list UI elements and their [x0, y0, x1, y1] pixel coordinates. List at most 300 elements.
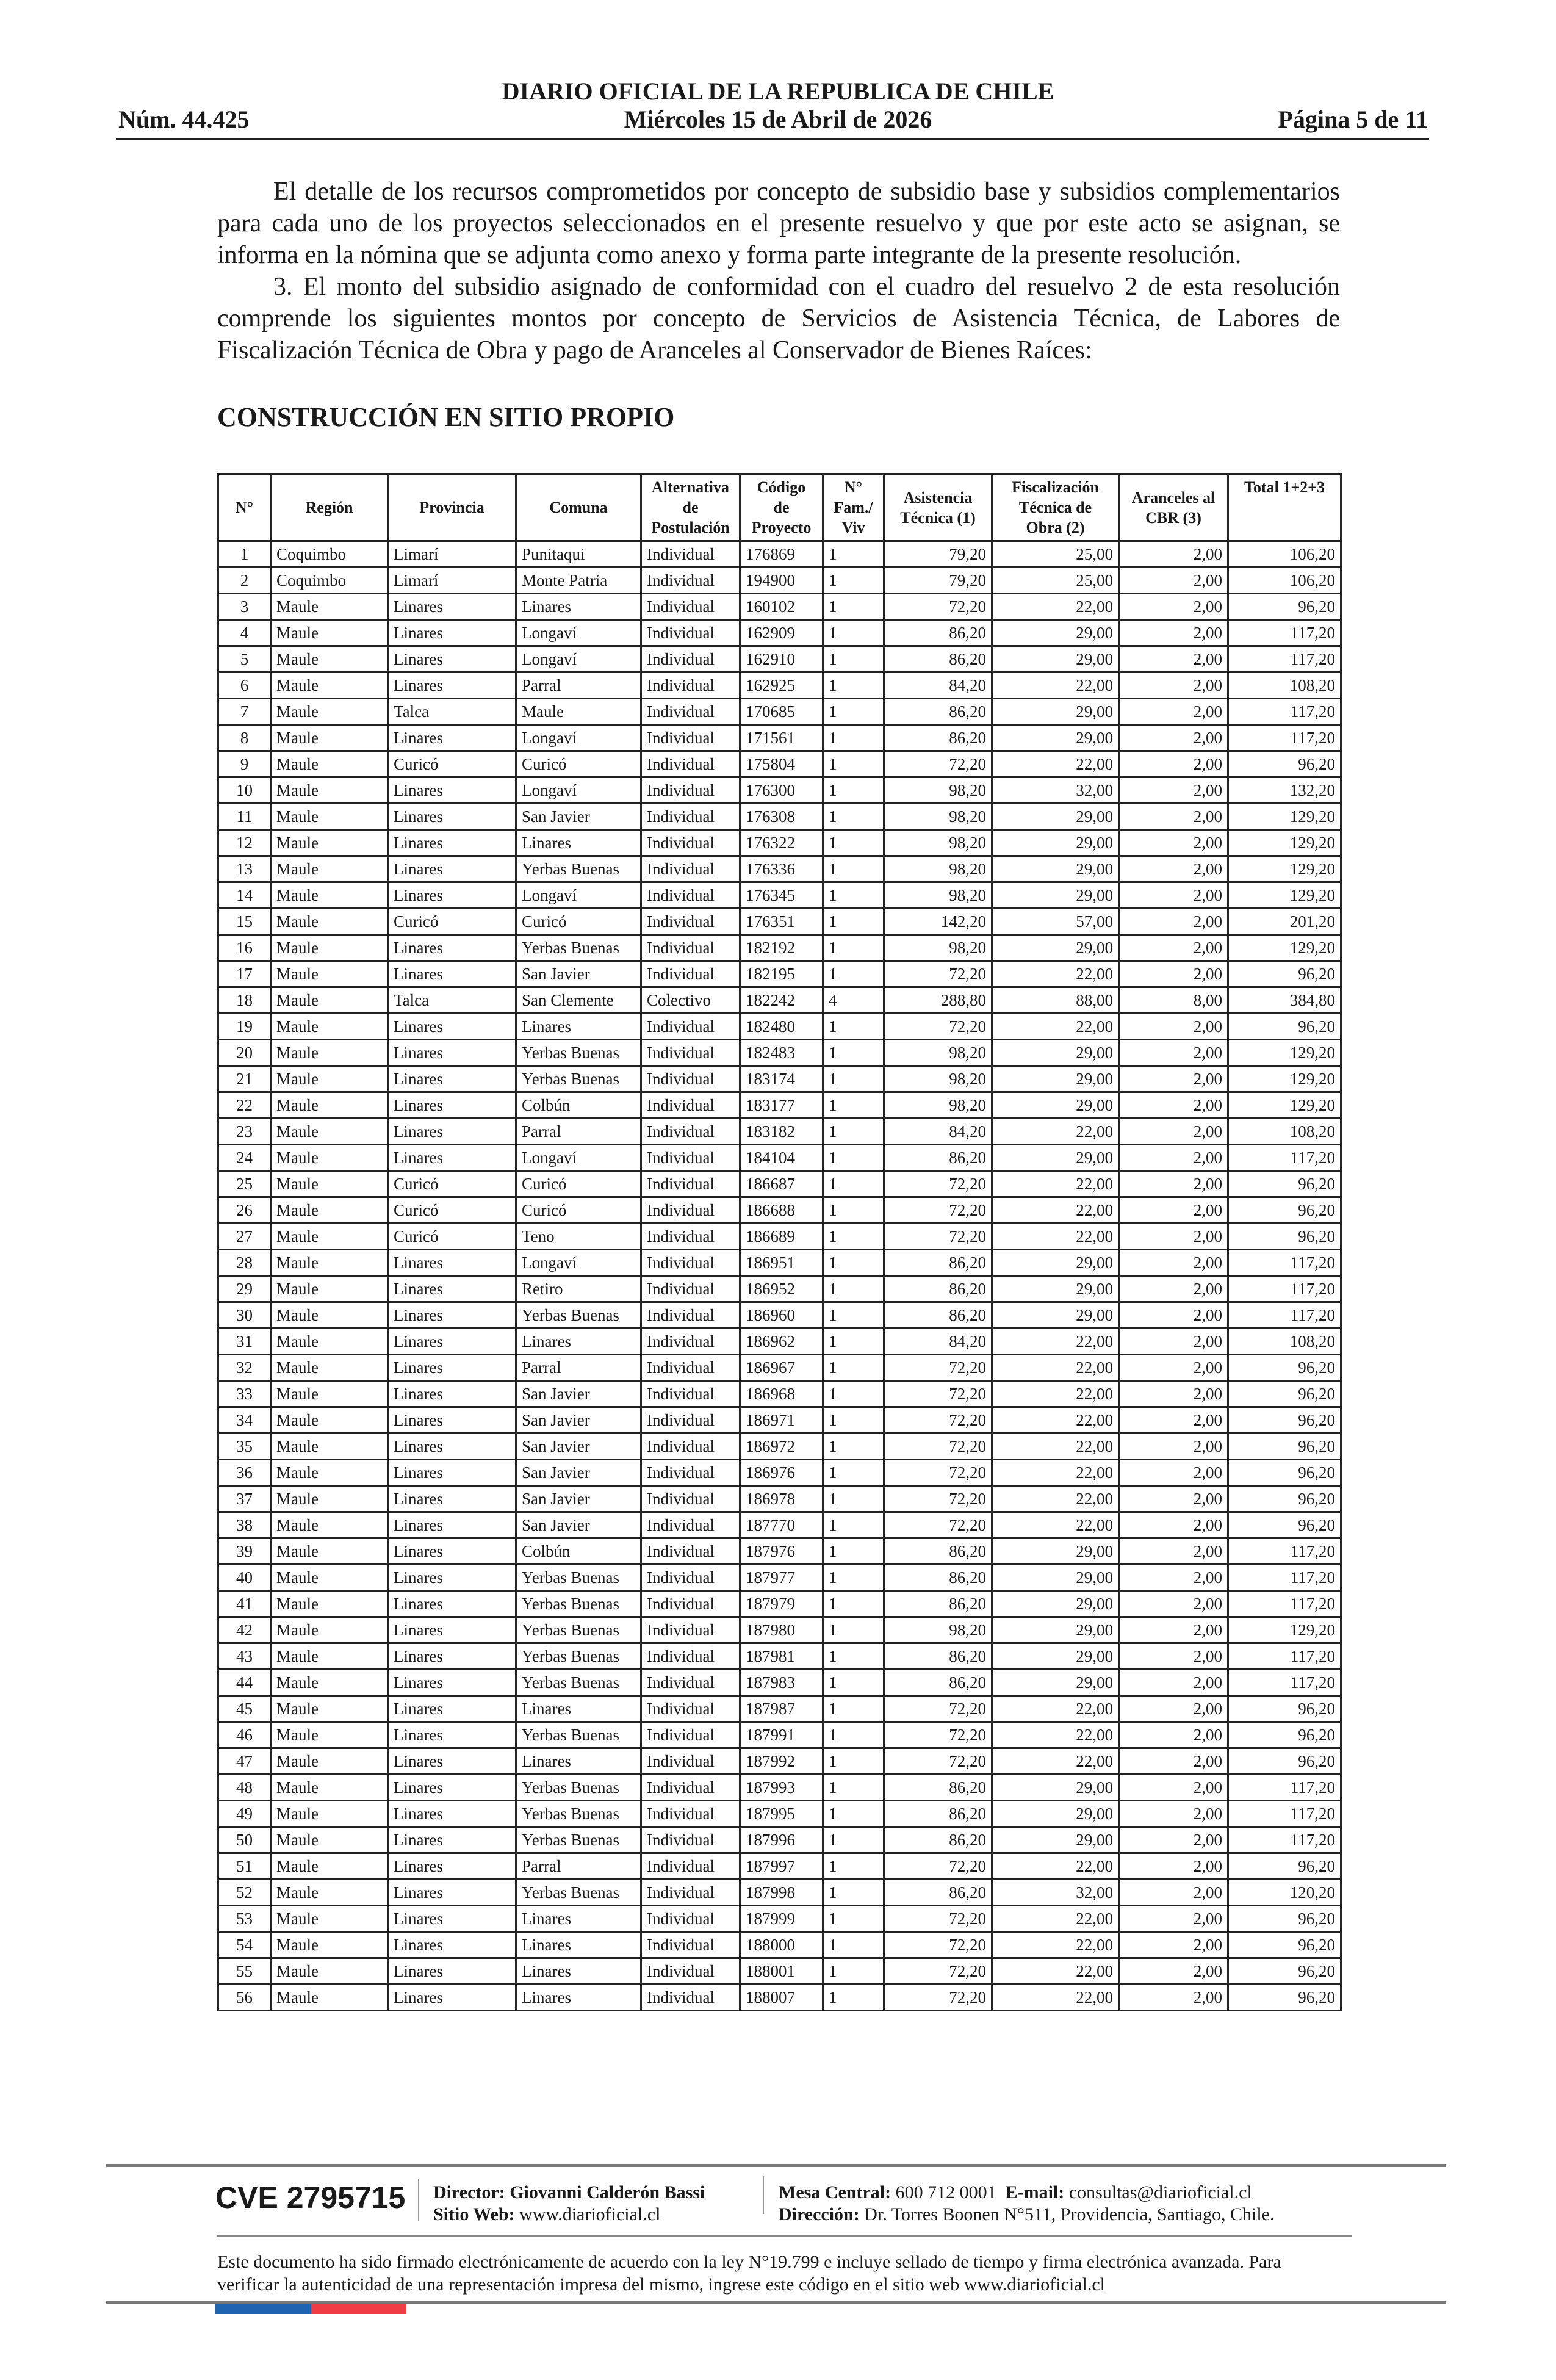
cell-fiscalizacion: 57,00 [992, 909, 1119, 935]
cell-total: 96,20 [1228, 1407, 1341, 1433]
cell-alternativa: Individual [641, 1460, 740, 1486]
cell-asistencia-tecnica: 98,20 [884, 804, 992, 830]
cell-asistencia-tecnica: 98,20 [884, 1617, 992, 1643]
cell-codigo: 187996 [740, 1827, 823, 1853]
cell-region: Maule [271, 1302, 388, 1329]
table-row [218, 1171, 1341, 1197]
cell-asistencia-tecnica: 98,20 [884, 1040, 992, 1066]
cell-aranceles-cbr: 2,00 [1119, 646, 1228, 673]
cell-alternativa: Individual [641, 1381, 740, 1407]
cell-codigo: 194900 [740, 568, 823, 594]
table-row [218, 987, 1341, 1014]
table-row [218, 1302, 1341, 1329]
cell-fiscalizacion: 29,00 [992, 830, 1119, 856]
cell-comuna: Yerbas Buenas [516, 1302, 641, 1329]
table-row [218, 699, 1341, 725]
cell-alternativa: Individual [641, 909, 740, 935]
column-header-aranceles-cbr: Aranceles al CBR (3) [1119, 474, 1228, 541]
cell-comuna: San Clemente [516, 987, 641, 1014]
cell-alternativa: Individual [641, 568, 740, 594]
cell-asistencia-tecnica: 86,20 [884, 1880, 992, 1906]
cell-no: 45 [218, 1696, 271, 1722]
website-link[interactable]: www.diarioficial.cl [519, 2204, 661, 2224]
cell-alternativa: Individual [641, 1722, 740, 1748]
cell-fam-viv: 1 [823, 1066, 884, 1092]
cell-total: 129,20 [1228, 830, 1341, 856]
cell-fam-viv: 1 [823, 699, 884, 725]
table-row [218, 1565, 1341, 1591]
cell-alternativa: Individual [641, 1171, 740, 1197]
cell-codigo: 182242 [740, 987, 823, 1014]
cell-no: 36 [218, 1460, 271, 1486]
cell-asistencia-tecnica: 72,20 [884, 1381, 992, 1407]
cell-total: 108,20 [1228, 1119, 1341, 1145]
cell-region: Maule [271, 1853, 388, 1880]
cell-fiscalizacion: 22,00 [992, 594, 1119, 620]
cell-aranceles-cbr: 2,00 [1119, 1197, 1228, 1224]
cell-fiscalizacion: 22,00 [992, 1433, 1119, 1460]
cell-fiscalizacion: 29,00 [992, 1591, 1119, 1617]
cell-codigo: 186976 [740, 1460, 823, 1486]
cell-provincia: Linares [388, 777, 516, 804]
table-row [218, 1276, 1341, 1302]
cell-no: 53 [218, 1906, 271, 1932]
cell-codigo: 186968 [740, 1381, 823, 1407]
cell-aranceles-cbr: 2,00 [1119, 1433, 1228, 1460]
cell-asistencia-tecnica: 72,20 [884, 1014, 992, 1040]
cell-region: Maule [271, 1985, 388, 2011]
projects-table [217, 473, 1342, 2011]
cell-region: Maule [271, 1880, 388, 1906]
cell-codigo: 188007 [740, 1985, 823, 2011]
cell-fiscalizacion: 29,00 [992, 699, 1119, 725]
cell-alternativa: Individual [641, 1092, 740, 1119]
cell-aranceles-cbr: 2,00 [1119, 594, 1228, 620]
cell-region: Maule [271, 1066, 388, 1092]
cell-no: 54 [218, 1932, 271, 1958]
cell-region: Maule [271, 1014, 388, 1040]
cell-alternativa: Individual [641, 1486, 740, 1512]
cell-comuna: Maule [516, 699, 641, 725]
cell-codigo: 160102 [740, 594, 823, 620]
table-row [218, 882, 1341, 909]
cell-fiscalizacion: 29,00 [992, 646, 1119, 673]
cell-region: Maule [271, 1276, 388, 1302]
cell-fam-viv: 4 [823, 987, 884, 1014]
cell-codigo: 176300 [740, 777, 823, 804]
cell-fiscalizacion: 29,00 [992, 856, 1119, 882]
cell-aranceles-cbr: 2,00 [1119, 1224, 1228, 1250]
cell-fiscalizacion: 22,00 [992, 1985, 1119, 2011]
cell-fiscalizacion: 29,00 [992, 882, 1119, 909]
table-row [218, 1197, 1341, 1224]
cell-alternativa: Individual [641, 1775, 740, 1801]
cell-alternativa: Individual [641, 751, 740, 777]
cell-region: Maule [271, 1171, 388, 1197]
cell-provincia: Linares [388, 1722, 516, 1748]
footer-divider-bottom [106, 2301, 1446, 2304]
cell-provincia: Curicó [388, 1171, 516, 1197]
cell-comuna: Yerbas Buenas [516, 1643, 641, 1670]
cell-comuna: Linares [516, 1748, 641, 1775]
cell-provincia: Linares [388, 1119, 516, 1145]
cell-alternativa: Individual [641, 1958, 740, 1985]
cell-total: 117,20 [1228, 1565, 1341, 1591]
cell-codigo: 187991 [740, 1722, 823, 1748]
cell-comuna: Retiro [516, 1276, 641, 1302]
cell-comuna: Yerbas Buenas [516, 1880, 641, 1906]
cell-total: 96,20 [1228, 1906, 1341, 1932]
cell-fiscalizacion: 29,00 [992, 1827, 1119, 1853]
cell-asistencia-tecnica: 98,20 [884, 1092, 992, 1119]
cell-region: Maule [271, 1119, 388, 1145]
table-row [218, 1145, 1341, 1171]
cell-comuna: Longaví [516, 725, 641, 751]
cell-total: 96,20 [1228, 1932, 1341, 1958]
cell-comuna: Longaví [516, 620, 641, 646]
cell-comuna: Yerbas Buenas [516, 1040, 641, 1066]
cell-codigo: 182483 [740, 1040, 823, 1066]
cell-fiscalizacion: 22,00 [992, 1696, 1119, 1722]
cell-provincia: Linares [388, 804, 516, 830]
cell-total: 96,20 [1228, 594, 1341, 620]
cell-fam-viv: 1 [823, 541, 884, 568]
cell-codigo: 183177 [740, 1092, 823, 1119]
cell-aranceles-cbr: 2,00 [1119, 751, 1228, 777]
cell-asistencia-tecnica: 86,20 [884, 1670, 992, 1696]
cell-provincia: Curicó [388, 751, 516, 777]
cell-asistencia-tecnica: 72,20 [884, 751, 992, 777]
cell-fam-viv: 1 [823, 1853, 884, 1880]
cell-aranceles-cbr: 2,00 [1119, 1696, 1228, 1722]
email-link[interactable]: consultas@diarioficial.cl [1068, 2182, 1252, 2202]
cell-region: Maule [271, 1145, 388, 1171]
cell-alternativa: Individual [641, 1985, 740, 2011]
cell-total: 129,20 [1228, 804, 1341, 830]
table-row [218, 1880, 1341, 1906]
cell-alternativa: Individual [641, 856, 740, 882]
cell-total: 201,20 [1228, 909, 1341, 935]
table-row [218, 541, 1341, 568]
cell-comuna: Linares [516, 1696, 641, 1722]
table-row [218, 1407, 1341, 1433]
cell-fiscalizacion: 29,00 [992, 1302, 1119, 1329]
cell-comuna: Linares [516, 1014, 641, 1040]
cell-aranceles-cbr: 2,00 [1119, 1827, 1228, 1853]
cell-comuna: Monte Patria [516, 568, 641, 594]
cell-codigo: 187770 [740, 1512, 823, 1538]
cell-region: Maule [271, 1460, 388, 1486]
cell-no: 28 [218, 1250, 271, 1276]
cell-provincia: Linares [388, 1276, 516, 1302]
cell-provincia: Linares [388, 1932, 516, 1958]
cell-region: Maule [271, 909, 388, 935]
cell-no: 31 [218, 1329, 271, 1355]
cell-fam-viv: 1 [823, 1092, 884, 1119]
cell-comuna: Yerbas Buenas [516, 935, 641, 961]
cell-aranceles-cbr: 2,00 [1119, 1853, 1228, 1880]
cell-fam-viv: 1 [823, 1985, 884, 2011]
cell-fam-viv: 1 [823, 1696, 884, 1722]
cell-codigo: 175804 [740, 751, 823, 777]
cell-total: 129,20 [1228, 882, 1341, 909]
cell-comuna: Linares [516, 1932, 641, 1958]
table-row [218, 1748, 1341, 1775]
cell-aranceles-cbr: 2,00 [1119, 1985, 1228, 2011]
cell-aranceles-cbr: 2,00 [1119, 1460, 1228, 1486]
cell-fiscalizacion: 22,00 [992, 1407, 1119, 1433]
cell-alternativa: Individual [641, 1827, 740, 1853]
cell-region: Maule [271, 1407, 388, 1433]
cell-comuna: San Javier [516, 1512, 641, 1538]
cell-aranceles-cbr: 2,00 [1119, 804, 1228, 830]
cell-alternativa: Individual [641, 1119, 740, 1145]
cell-no: 50 [218, 1827, 271, 1853]
cell-comuna: Yerbas Buenas [516, 856, 641, 882]
table-row [218, 1381, 1341, 1407]
cell-fiscalizacion: 29,00 [992, 1670, 1119, 1696]
cell-provincia: Linares [388, 1092, 516, 1119]
cell-total: 96,20 [1228, 751, 1341, 777]
cell-fam-viv: 1 [823, 751, 884, 777]
cell-no: 44 [218, 1670, 271, 1696]
cell-fam-viv: 1 [823, 909, 884, 935]
table-row [218, 1801, 1341, 1827]
cell-alternativa: Colectivo [641, 987, 740, 1014]
cell-comuna: San Javier [516, 1433, 641, 1460]
cell-provincia: Linares [388, 1775, 516, 1801]
cell-fiscalizacion: 22,00 [992, 1512, 1119, 1538]
cell-no: 7 [218, 699, 271, 725]
cell-total: 117,20 [1228, 1643, 1341, 1670]
cell-asistencia-tecnica: 142,20 [884, 909, 992, 935]
cell-codigo: 186978 [740, 1486, 823, 1512]
footer-divider-top [106, 2164, 1446, 2167]
cell-region: Maule [271, 1906, 388, 1932]
cell-comuna: Colbún [516, 1538, 641, 1565]
cell-provincia: Linares [388, 1302, 516, 1329]
cell-aranceles-cbr: 2,00 [1119, 961, 1228, 987]
cell-no: 11 [218, 804, 271, 830]
cell-alternativa: Individual [641, 1617, 740, 1643]
cell-asistencia-tecnica: 72,20 [884, 1460, 992, 1486]
cell-alternativa: Individual [641, 1040, 740, 1066]
cell-no: 38 [218, 1512, 271, 1538]
footer-separator [418, 2179, 419, 2221]
cell-fiscalizacion: 22,00 [992, 1722, 1119, 1748]
cell-total: 96,20 [1228, 1433, 1341, 1460]
email-label: E-mail: [1005, 2182, 1065, 2202]
cell-region: Maule [271, 1538, 388, 1565]
table-row [218, 1092, 1341, 1119]
table-row [218, 1066, 1341, 1092]
cell-provincia: Curicó [388, 1224, 516, 1250]
cell-comuna: Curicó [516, 909, 641, 935]
cell-alternativa: Individual [641, 1355, 740, 1381]
cell-fam-viv: 1 [823, 1302, 884, 1329]
cell-fiscalizacion: 22,00 [992, 1014, 1119, 1040]
table-row [218, 1932, 1341, 1958]
cell-total: 96,20 [1228, 1722, 1341, 1748]
cell-region: Coquimbo [271, 568, 388, 594]
table-row [218, 673, 1341, 699]
cell-no: 49 [218, 1801, 271, 1827]
cell-fam-viv: 1 [823, 882, 884, 909]
cell-fiscalizacion: 29,00 [992, 1276, 1119, 1302]
cell-comuna: Linares [516, 830, 641, 856]
cell-comuna: Yerbas Buenas [516, 1617, 641, 1643]
cell-aranceles-cbr: 2,00 [1119, 1722, 1228, 1748]
cell-total: 96,20 [1228, 1748, 1341, 1775]
cell-comuna: Yerbas Buenas [516, 1827, 641, 1853]
cell-fiscalizacion: 22,00 [992, 1932, 1119, 1958]
cell-no: 35 [218, 1433, 271, 1460]
cell-no: 25 [218, 1171, 271, 1197]
cell-alternativa: Individual [641, 1250, 740, 1276]
cell-region: Maule [271, 1565, 388, 1591]
cell-no: 55 [218, 1958, 271, 1985]
cell-provincia: Linares [388, 1355, 516, 1381]
cell-aranceles-cbr: 2,00 [1119, 1775, 1228, 1801]
cell-total: 117,20 [1228, 646, 1341, 673]
cell-alternativa: Individual [641, 1407, 740, 1433]
cell-alternativa: Individual [641, 1538, 740, 1565]
cell-region: Maule [271, 1355, 388, 1381]
cell-fiscalizacion: 22,00 [992, 1853, 1119, 1880]
cell-fam-viv: 1 [823, 1040, 884, 1066]
cell-aranceles-cbr: 2,00 [1119, 777, 1228, 804]
cve-code: CVE 2795715 [215, 2180, 406, 2215]
cell-comuna: Yerbas Buenas [516, 1775, 641, 1801]
cell-fiscalizacion: 22,00 [992, 1906, 1119, 1932]
cell-no: 3 [218, 594, 271, 620]
cell-total: 129,20 [1228, 1040, 1341, 1066]
cell-no: 52 [218, 1880, 271, 1906]
cell-comuna: Yerbas Buenas [516, 1565, 641, 1591]
cell-no: 46 [218, 1722, 271, 1748]
cell-no: 18 [218, 987, 271, 1014]
cell-total: 129,20 [1228, 1617, 1341, 1643]
cell-alternativa: Individual [641, 1433, 740, 1460]
cell-aranceles-cbr: 2,00 [1119, 1958, 1228, 1985]
cell-aranceles-cbr: 2,00 [1119, 673, 1228, 699]
column-header-region: Región [271, 474, 388, 541]
cell-provincia: Linares [388, 1958, 516, 1985]
cell-no: 37 [218, 1486, 271, 1512]
cell-asistencia-tecnica: 72,20 [884, 1853, 992, 1880]
cell-fiscalizacion: 22,00 [992, 1224, 1119, 1250]
cell-fiscalizacion: 29,00 [992, 1092, 1119, 1119]
cell-region: Maule [271, 856, 388, 882]
cell-provincia: Linares [388, 620, 516, 646]
cell-aranceles-cbr: 2,00 [1119, 1171, 1228, 1197]
cell-provincia: Linares [388, 1643, 516, 1670]
cell-fam-viv: 1 [823, 1486, 884, 1512]
cell-aranceles-cbr: 2,00 [1119, 1355, 1228, 1381]
cell-provincia: Limarí [388, 568, 516, 594]
cell-provincia: Linares [388, 673, 516, 699]
cell-fam-viv: 1 [823, 1775, 884, 1801]
cell-codigo: 170685 [740, 699, 823, 725]
cell-alternativa: Individual [641, 1066, 740, 1092]
cell-codigo: 162909 [740, 620, 823, 646]
cell-fam-viv: 1 [823, 1250, 884, 1276]
table-row [218, 1617, 1341, 1643]
cell-fam-viv: 1 [823, 1801, 884, 1827]
cell-no: 22 [218, 1092, 271, 1119]
cell-fiscalizacion: 29,00 [992, 1775, 1119, 1801]
cell-alternativa: Individual [641, 1643, 740, 1670]
cell-fam-viv: 1 [823, 1748, 884, 1775]
cell-no: 24 [218, 1145, 271, 1171]
cell-total: 117,20 [1228, 1145, 1341, 1171]
cell-region: Maule [271, 1722, 388, 1748]
cell-fam-viv: 1 [823, 1171, 884, 1197]
cell-codigo: 187995 [740, 1801, 823, 1827]
cell-asistencia-tecnica: 86,20 [884, 1302, 992, 1329]
cell-region: Maule [271, 1827, 388, 1853]
address-text: Dr. Torres Boonen N°511, Providencia, Santiago, Chile. [864, 2204, 1275, 2224]
table-row [218, 1329, 1341, 1355]
cell-no: 20 [218, 1040, 271, 1066]
cell-comuna: San Javier [516, 1486, 641, 1512]
cell-alternativa: Individual [641, 1748, 740, 1775]
cell-provincia: Linares [388, 856, 516, 882]
cell-fam-viv: 1 [823, 673, 884, 699]
cell-comuna: Curicó [516, 1197, 641, 1224]
cell-alternativa: Individual [641, 1853, 740, 1880]
cell-fam-viv: 1 [823, 1329, 884, 1355]
cell-region: Maule [271, 673, 388, 699]
cell-no: 23 [218, 1119, 271, 1145]
cell-fam-viv: 1 [823, 1014, 884, 1040]
cell-fiscalizacion: 29,00 [992, 620, 1119, 646]
cell-total: 96,20 [1228, 1696, 1341, 1722]
cell-provincia: Linares [388, 1748, 516, 1775]
cell-codigo: 187981 [740, 1643, 823, 1670]
cell-comuna: Punitaqui [516, 541, 641, 568]
cell-codigo: 186689 [740, 1224, 823, 1250]
cell-provincia: Limarí [388, 541, 516, 568]
column-header-total: Total 1+2+3 [1228, 474, 1341, 541]
cell-alternativa: Individual [641, 1670, 740, 1696]
column-header-provincia: Provincia [388, 474, 516, 541]
cell-region: Maule [271, 987, 388, 1014]
cell-provincia: Linares [388, 1985, 516, 2011]
cell-asistencia-tecnica: 72,20 [884, 1748, 992, 1775]
cell-region: Maule [271, 961, 388, 987]
table-row [218, 1985, 1341, 2011]
cell-provincia: Linares [388, 1696, 516, 1722]
cell-fam-viv: 1 [823, 1197, 884, 1224]
cell-provincia: Linares [388, 1670, 516, 1696]
cell-fam-viv: 1 [823, 1906, 884, 1932]
cell-alternativa: Individual [641, 804, 740, 830]
cell-provincia: Linares [388, 1827, 516, 1853]
cell-codigo: 186960 [740, 1302, 823, 1329]
section-title: CONSTRUCCIÓN EN SITIO PROPIO [217, 402, 675, 432]
cell-alternativa: Individual [641, 620, 740, 646]
cell-fiscalizacion: 32,00 [992, 777, 1119, 804]
cell-alternativa: Individual [641, 1696, 740, 1722]
cell-comuna: Linares [516, 1329, 641, 1355]
table-row [218, 568, 1341, 594]
cell-provincia: Linares [388, 1250, 516, 1276]
cell-codigo: 176351 [740, 909, 823, 935]
contact-line [779, 2182, 1252, 2203]
cell-asistencia-tecnica: 86,20 [884, 1801, 992, 1827]
table-row [218, 646, 1341, 673]
